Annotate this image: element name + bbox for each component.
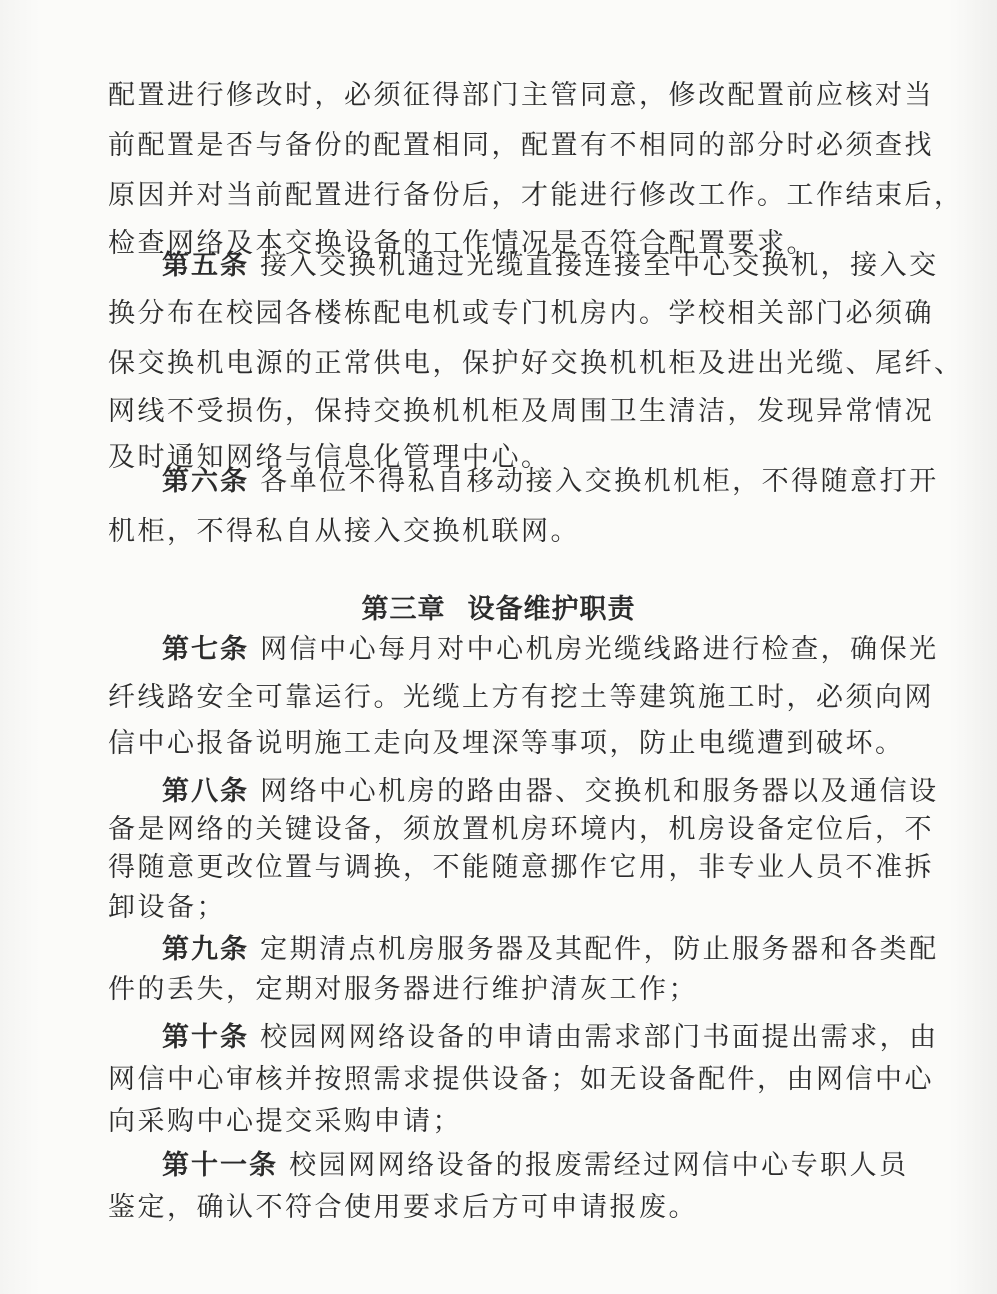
- paragraph-line: 向采购中心提交采购申请；: [108, 1106, 462, 1137]
- paragraph-line: 原因并对当前配置进行备份后，才能进行修改工作。工作结束后，: [108, 180, 964, 211]
- paragraph-line: 保交换机电源的正常供电，保护好交换机机柜及进出光缆、尾纤、: [108, 348, 964, 379]
- article-9-label: 第九条: [162, 934, 249, 965]
- article-5-label: 第五条: [162, 250, 249, 281]
- article-10-label: 第十条: [162, 1022, 249, 1053]
- paragraph-line: 卸设备；: [108, 892, 226, 923]
- article-7-text: 网信中心每月对中心机房光缆线路进行检查，确保光: [260, 634, 939, 665]
- article-5-text: 接入交换机通过光缆直接连接至中心交换机，接入交: [260, 250, 939, 281]
- paragraph-line: 换分布在校园各楼栋配电机或专门机房内。学校相关部门必须确: [108, 298, 934, 329]
- paragraph-line: 得随意更改位置与调换，不能随意挪作它用，非专业人员不准拆: [108, 852, 934, 883]
- paragraph-line: 信中心报备说明施工走向及埋深等事项，防止电缆遭到破坏。: [108, 728, 905, 759]
- paragraph-line: 纤线路安全可靠运行。光缆上方有挖土等建筑施工时，必须向网: [108, 682, 934, 713]
- article-10-first-line: [162, 1016, 939, 1060]
- article-11-first-line: [162, 1144, 909, 1188]
- chapter-title: 设备维护职责: [467, 594, 636, 625]
- paragraph-line: 配置进行修改时，必须征得部门主管同意，修改配置前应核对当: [108, 80, 934, 111]
- article-9-text: 定期清点机房服务器及其配件，防止服务器和各类配: [260, 934, 939, 965]
- article-9-first-line: [162, 928, 939, 972]
- paragraph-line: 鉴定，确认不符合使用要求后方可申请报废。: [108, 1192, 698, 1223]
- article-11-text: 校园网网络设备的报废需经过网信中心专职人员: [289, 1150, 909, 1181]
- article-6-first-line: [162, 460, 939, 504]
- article-6-label: 第六条: [162, 466, 249, 497]
- paragraph-line: 前配置是否与备份的配置相同，配置有不相同的部分时必须查找: [108, 130, 934, 161]
- article-10-text: 校园网网络设备的申请由需求部门书面提出需求，由: [260, 1022, 939, 1053]
- article-7-label: 第七条: [162, 634, 249, 665]
- paragraph-line: 备是网络的关键设备，须放置机房环境内，机房设备定位后，不: [108, 814, 934, 845]
- article-6-text: 各单位不得私自移动接入交换机机柜，不得随意打开: [260, 466, 939, 497]
- article-5-first-line: [162, 244, 939, 288]
- paragraph-line: 检查网络及本交换设备的工作情况是否符合配置要求。: [108, 228, 816, 259]
- chapter-heading: [0, 588, 997, 632]
- article-8-label: 第八条: [162, 776, 249, 807]
- article-11-label: 第十一条: [162, 1150, 278, 1181]
- paragraph-line: 件的丢失，定期对服务器进行维护清灰工作；: [108, 974, 698, 1005]
- article-8-text: 网络中心机房的路由器、交换机和服务器以及通信设: [260, 776, 939, 807]
- paragraph-line: 机柜，不得私自从接入交换机联网。: [108, 516, 580, 547]
- chapter-number: 第三章: [361, 594, 446, 625]
- paragraph-line: 网信中心审核并按照需求提供设备；如无设备配件，由网信中心: [108, 1064, 934, 1095]
- paragraph-line: 及时通知网络与信息化管理中心。: [108, 442, 551, 473]
- article-7-first-line: [162, 628, 939, 672]
- paragraph-line: 网线不受损伤，保持交换机机柜及周围卫生清洁，发现异常情况: [108, 396, 934, 427]
